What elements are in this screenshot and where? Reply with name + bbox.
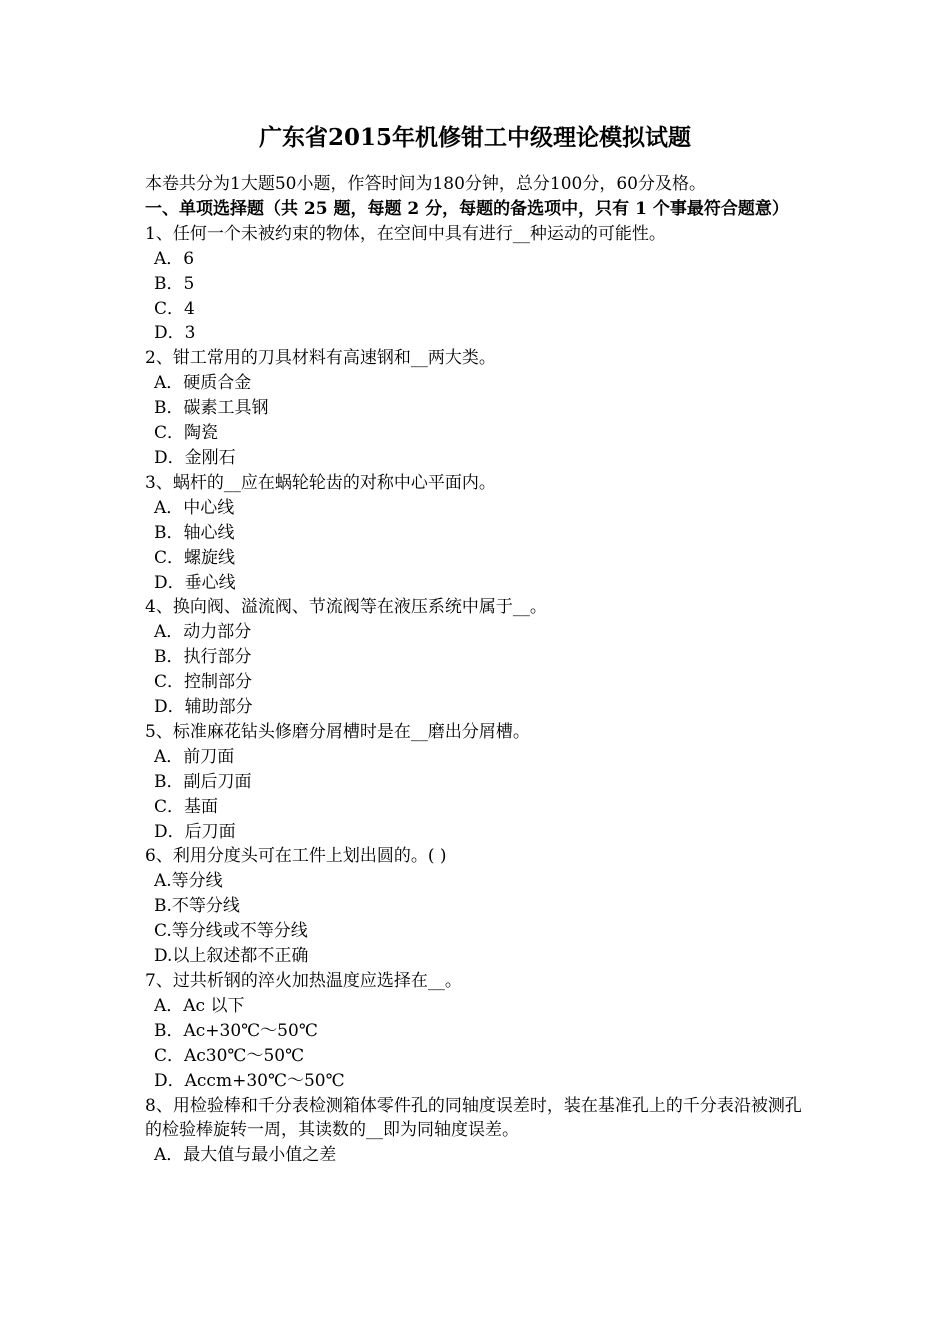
answer-option: B．轴心线 <box>154 522 235 543</box>
answer-option: D．3 <box>154 323 196 344</box>
document-title: 广东省2015年机修钳工中级理论模拟试题 <box>258 124 691 151</box>
question-stem: 5、标准麻花钻头修磨分屑槽时是在__磨出分屑槽。 <box>145 721 530 742</box>
answer-option: A.等分线 <box>154 871 223 892</box>
answer-option: A．Ac 以下 <box>154 995 245 1016</box>
answer-option: B．Ac+30℃～50℃ <box>154 1020 318 1041</box>
answer-option: A．6 <box>154 248 195 269</box>
question-stem: 4、换向阀、溢流阀、节流阀等在液压系统中属于__。 <box>145 597 547 618</box>
answer-option: B．5 <box>154 273 195 294</box>
answer-option: B．执行部分 <box>154 647 252 668</box>
answer-option: D.以上叙述都不正确 <box>154 946 309 967</box>
answer-option: B.不等分线 <box>154 896 240 917</box>
answer-option: C．4 <box>154 298 195 319</box>
answer-option: D．金刚石 <box>154 447 236 468</box>
answer-option: C．陶瓷 <box>154 423 219 444</box>
answer-option: C．Ac30℃～50℃ <box>154 1045 305 1066</box>
answer-option: C．控制部分 <box>154 672 253 693</box>
answer-option: D．辅助部分 <box>154 697 253 718</box>
section-heading: 一、单项选择题（共 25 题，每题 2 分，每题的备选项中，只有 1 个事最符合题意） <box>145 198 789 219</box>
answer-option: A．硬质合金 <box>154 373 252 394</box>
answer-option: C.等分线或不等分线 <box>154 921 308 942</box>
answer-option: A．中心线 <box>154 497 235 518</box>
answer-option: A．前刀面 <box>154 746 235 767</box>
answer-option: B．碳素工具钢 <box>154 398 269 419</box>
question-stem: 7、过共析钢的淬火加热温度应选择在__。 <box>145 971 462 991</box>
exam-intro: 本卷共分为1大题50小题，作答时间为180分钟，总分100分，60分及格。 <box>145 174 706 194</box>
answer-option: A．最大值与最小值之差 <box>154 1145 337 1166</box>
answer-option: D．垂心线 <box>154 572 236 593</box>
question-stem: 1、任何一个未被约束的物体，在空间中具有进行__种运动的可能性。 <box>145 223 666 244</box>
answer-option: D．后刀面 <box>154 821 236 842</box>
question-list <box>145 222 810 1168</box>
question-stem: 6、利用分度头可在工件上划出圆的。( ) <box>145 846 447 867</box>
question-stem: 2、钳工常用的刀具材料有高速钢和__两大类。 <box>145 348 496 369</box>
question-stem: 8、用检验棒和千分表检测箱体零件孔的同轴度误差时，装在基准孔上的千分表沿被测孔的检验棒旋转一周，其读数的__即为同轴度误差。 <box>145 1095 802 1141</box>
answer-option: B．副后刀面 <box>154 771 252 792</box>
answer-option: C．基面 <box>154 796 219 817</box>
answer-option: D．Accm+30℃～50℃ <box>154 1070 345 1091</box>
question-stem: 3、蜗杆的__应在蜗轮轮齿的对称中心平面内。 <box>145 472 496 493</box>
answer-option: C．螺旋线 <box>154 547 236 568</box>
answer-option: A．动力部分 <box>154 622 252 643</box>
document-body <box>145 172 810 1168</box>
